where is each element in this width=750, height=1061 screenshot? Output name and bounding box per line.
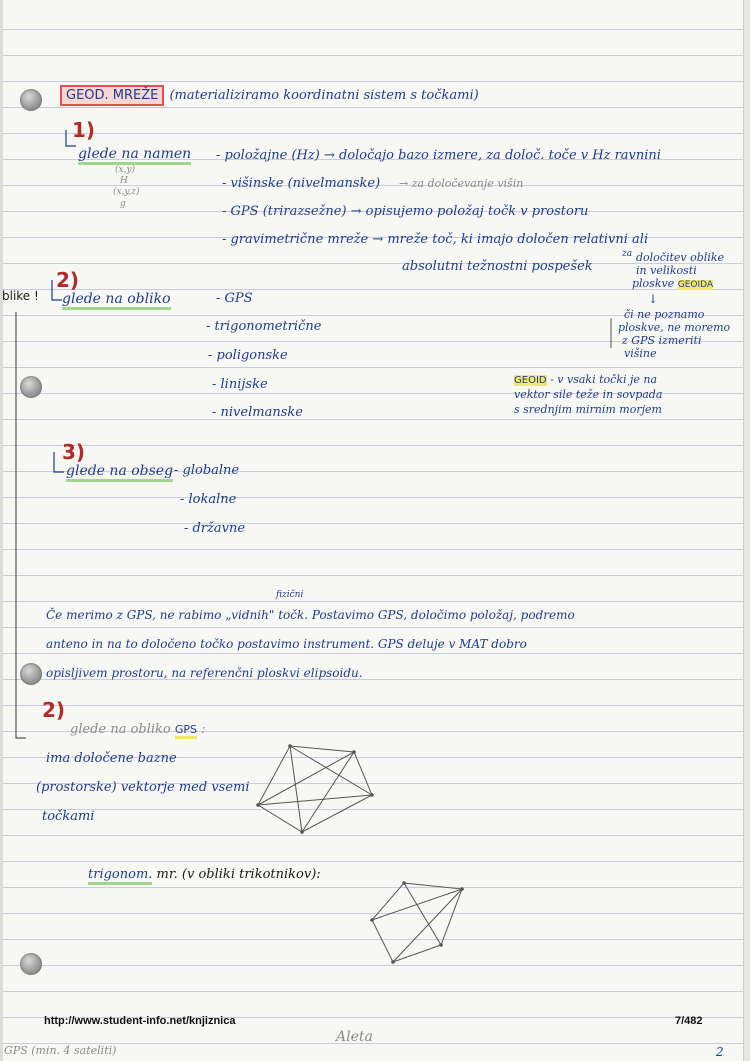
arrow-down-icon: ↓	[648, 292, 659, 306]
footer-url[interactable]: http://www.student-info.net/knjiznica	[44, 1015, 236, 1027]
paragraph-line: Če merimo z GPS, ne rabimo „vidnih" točk. Postavimo GPS, določimo položaj, podremo	[46, 608, 575, 622]
section3-item: - državne	[184, 521, 246, 536]
section2-item: - linijske	[212, 377, 268, 392]
section2-label-text: glede na obliko	[62, 291, 171, 310]
section4-line: ima določene bazne	[46, 751, 177, 766]
side-note-line: z GPS izmeriti	[622, 334, 702, 347]
section2-number: 2)	[56, 268, 80, 292]
section1-item: - položajne (Hz) → določajo bazo izmere, za določ. toče v Hz ravnini	[216, 148, 661, 163]
arrow-icon	[52, 280, 62, 300]
section1-number: 1)	[72, 118, 96, 142]
geoid-line: s srednjim mirnim morjem	[514, 403, 662, 416]
gps-network-sketch	[258, 746, 372, 832]
trig-rest: mr. (v obliki trikotnikov):	[156, 867, 321, 882]
section4-label-pre: glede na obliko	[70, 722, 171, 737]
geoid-word: GEOID	[514, 375, 547, 386]
section1-label-text: glede na namen	[78, 146, 191, 165]
side-note-ploskve: ploskve	[632, 277, 675, 290]
paragraph-line: anteno in na to določeno točko postavimo instrument. GPS deluje v MAT dobro	[46, 637, 527, 651]
side-note-line: določitev oblike	[636, 251, 724, 264]
side-note: g	[120, 199, 126, 209]
section1-item: - GPS (trirazsežne) → opisujemo položaj točk v prostoru	[222, 204, 589, 219]
section3-item: - lokalne	[180, 492, 237, 507]
section3-number: 3)	[62, 440, 86, 464]
section1-item-note: → za določevanje višin	[399, 177, 524, 190]
above-word: fizični	[276, 590, 304, 600]
margin-note: blike !	[2, 289, 39, 303]
paragraph-line: opisljivem prostoru, na referenčni ploskvi elipsoidu.	[46, 666, 363, 680]
side-note-line: ploskve, ne moremo	[618, 321, 731, 334]
title-boxed: GEOD. MREŽE	[60, 85, 164, 106]
side-note: H	[120, 176, 128, 186]
section1-item: absolutni težnostni pospešek	[402, 259, 593, 274]
side-note-line: višine	[624, 347, 657, 360]
section1-item: - gravimetrične mreže → mreže toč, ki imajo določen relativni ali	[222, 232, 649, 247]
trig-word: trigonom.	[88, 867, 152, 885]
section3-label-text: glede na obseg	[66, 463, 173, 482]
section2-item: - GPS	[216, 291, 253, 306]
section3-item: - globalne	[174, 463, 240, 478]
side-note-line: či ne poznamo	[624, 308, 705, 321]
footer-page: 7/482	[675, 1015, 703, 1027]
side-note-za: za	[622, 249, 633, 259]
section2-item: - nivelmanske	[212, 405, 303, 420]
section4-number: 2)	[42, 698, 66, 722]
title-rest: (materializiramo koordinatni sistem s točkami)	[169, 88, 479, 103]
arrow-icon	[54, 452, 64, 472]
trig-network-sketch	[372, 883, 462, 962]
arrow-icon	[66, 130, 76, 146]
footer-logo: Aleta	[336, 1029, 373, 1045]
geoid-line: vektor sile teže in sovpada	[514, 388, 663, 401]
section2-item: - trigonometrične	[206, 319, 322, 334]
section4-line: točkami	[42, 809, 95, 824]
section4-label-post: :	[201, 722, 206, 737]
margin-bracket	[16, 312, 26, 738]
geoid-line: - v vsaki točki je na	[550, 373, 658, 386]
side-note-line: in velikosti	[636, 264, 697, 277]
section4-label-gps: GPS	[175, 723, 197, 739]
section4-line: (prostorske) vektorje med vsemi	[36, 780, 250, 795]
bottom-note: GPS (min. 4 sateliti)	[4, 1044, 117, 1057]
side-note: (x,y)	[115, 165, 136, 175]
page-number: 2	[716, 1045, 724, 1059]
section1-item: - višinske (nivelmanske)	[222, 176, 381, 191]
section2-item: - poligonske	[208, 348, 288, 363]
side-note: (x,y,z)	[113, 187, 140, 197]
side-note-geoida: GEOIDA	[677, 280, 714, 290]
